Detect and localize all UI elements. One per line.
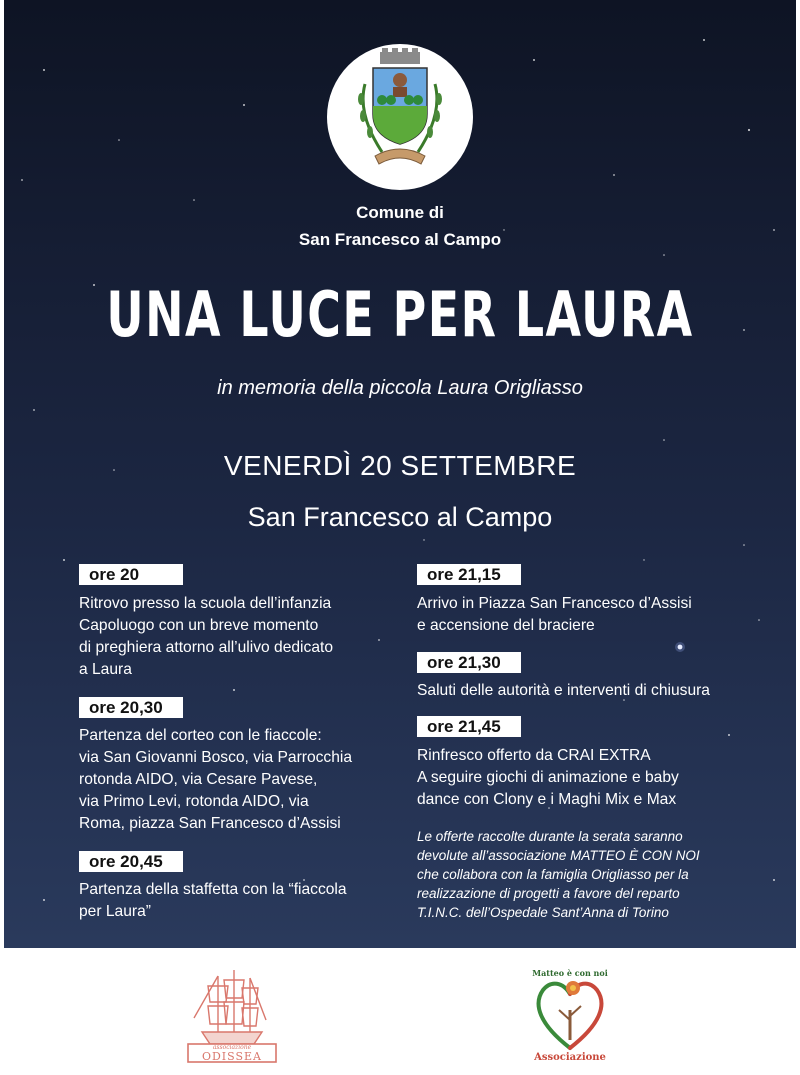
desc-line: A seguire giochi di animazione e baby — [417, 769, 679, 786]
desc-line: rotonda AIDO, via Cesare Pavese, — [79, 771, 318, 788]
desc-line: via San Giovanni Bosco, via Parrocchia — [79, 749, 353, 766]
desc-line: Capoluogo con un breve momento — [79, 617, 319, 634]
note-line: T.I.N.C. dell’Ospedale Sant’Anna di Torino — [417, 905, 669, 920]
program-desc-right-0 — [417, 593, 692, 637]
desc-line: Rinfresco offerto da CRAI EXTRA — [417, 747, 651, 764]
desc-line: Arrivo in Piazza San Francesco d’Assisi — [417, 595, 692, 612]
time-badge-right-0: ore 21,15 — [417, 564, 521, 585]
program-desc-right-2 — [417, 745, 679, 811]
donation-note — [417, 827, 700, 922]
matteo-bottom-label: Associazione — [534, 1052, 606, 1063]
note-line: Le offerte raccolte durante la serata saranno — [417, 829, 683, 844]
matteo-top-label: Matteo è con noi — [532, 968, 608, 978]
odissea-logo — [180, 962, 284, 1066]
desc-line: Ritrovo presso la scuola dell’infanzia — [79, 595, 332, 612]
event-subtitle: in memoria della piccola Laura Origliasso — [217, 377, 583, 399]
coat-of-arms-icon — [327, 44, 473, 190]
odissea-label: ODISSEA — [201, 1050, 263, 1063]
desc-line: a Laura — [79, 661, 132, 678]
program-desc-right-1 — [417, 680, 710, 702]
desc-line: dance con Clony e i Maghi Mix e Max — [417, 791, 677, 808]
time-badge-right-1: ore 21,30 — [417, 652, 521, 673]
comune-line-1: Comune di — [356, 203, 444, 222]
program-desc-left-2 — [79, 879, 347, 923]
comune-line-2: San Francesco al Campo — [298, 230, 502, 249]
note-line: realizzazione di progetti a favore del reparto — [417, 886, 680, 901]
desc-line: di preghiera attorno all’ulivo dedicato — [79, 639, 333, 656]
desc-line: Partenza della staffetta con la “fiaccola — [79, 881, 347, 898]
comune-coat-of-arms — [327, 44, 473, 190]
program-desc-left-0 — [79, 593, 333, 681]
event-place: San Francesco al Campo — [247, 502, 553, 532]
note-line: che collabora con la famiglia Origliasso per la — [417, 867, 689, 882]
event-title: UNA LUCE PER LAURA — [106, 278, 694, 351]
odissea-small-label: associazione — [212, 1044, 252, 1051]
time-badge-left-0: ore 20 — [79, 564, 183, 585]
desc-line: via Primo Levi, rotonda AIDO, via — [79, 793, 309, 810]
event-date: VENERDÌ 20 SETTEMBRE — [223, 450, 577, 481]
desc-line: Roma, piazza San Francesco d’Assisi — [79, 815, 341, 832]
time-badge-right-2: ore 21,45 — [417, 716, 521, 737]
program-desc-left-1 — [79, 725, 352, 835]
time-badge-left-1: ore 20,30 — [79, 697, 183, 718]
matteo-con-noi-logo — [525, 960, 615, 1072]
desc-line: Saluti delle autorità e interventi di chiusura — [417, 682, 710, 699]
footer-logos — [0, 948, 800, 1075]
time-badge-left-2: ore 20,45 — [79, 851, 183, 872]
note-line: devolute all’associazione MATTEO È CON NOI — [417, 848, 700, 863]
desc-line: Partenza del corteo con le fiaccole: — [79, 727, 322, 744]
desc-line: per Laura” — [79, 903, 151, 920]
desc-line: e accensione del braciere — [417, 617, 595, 634]
